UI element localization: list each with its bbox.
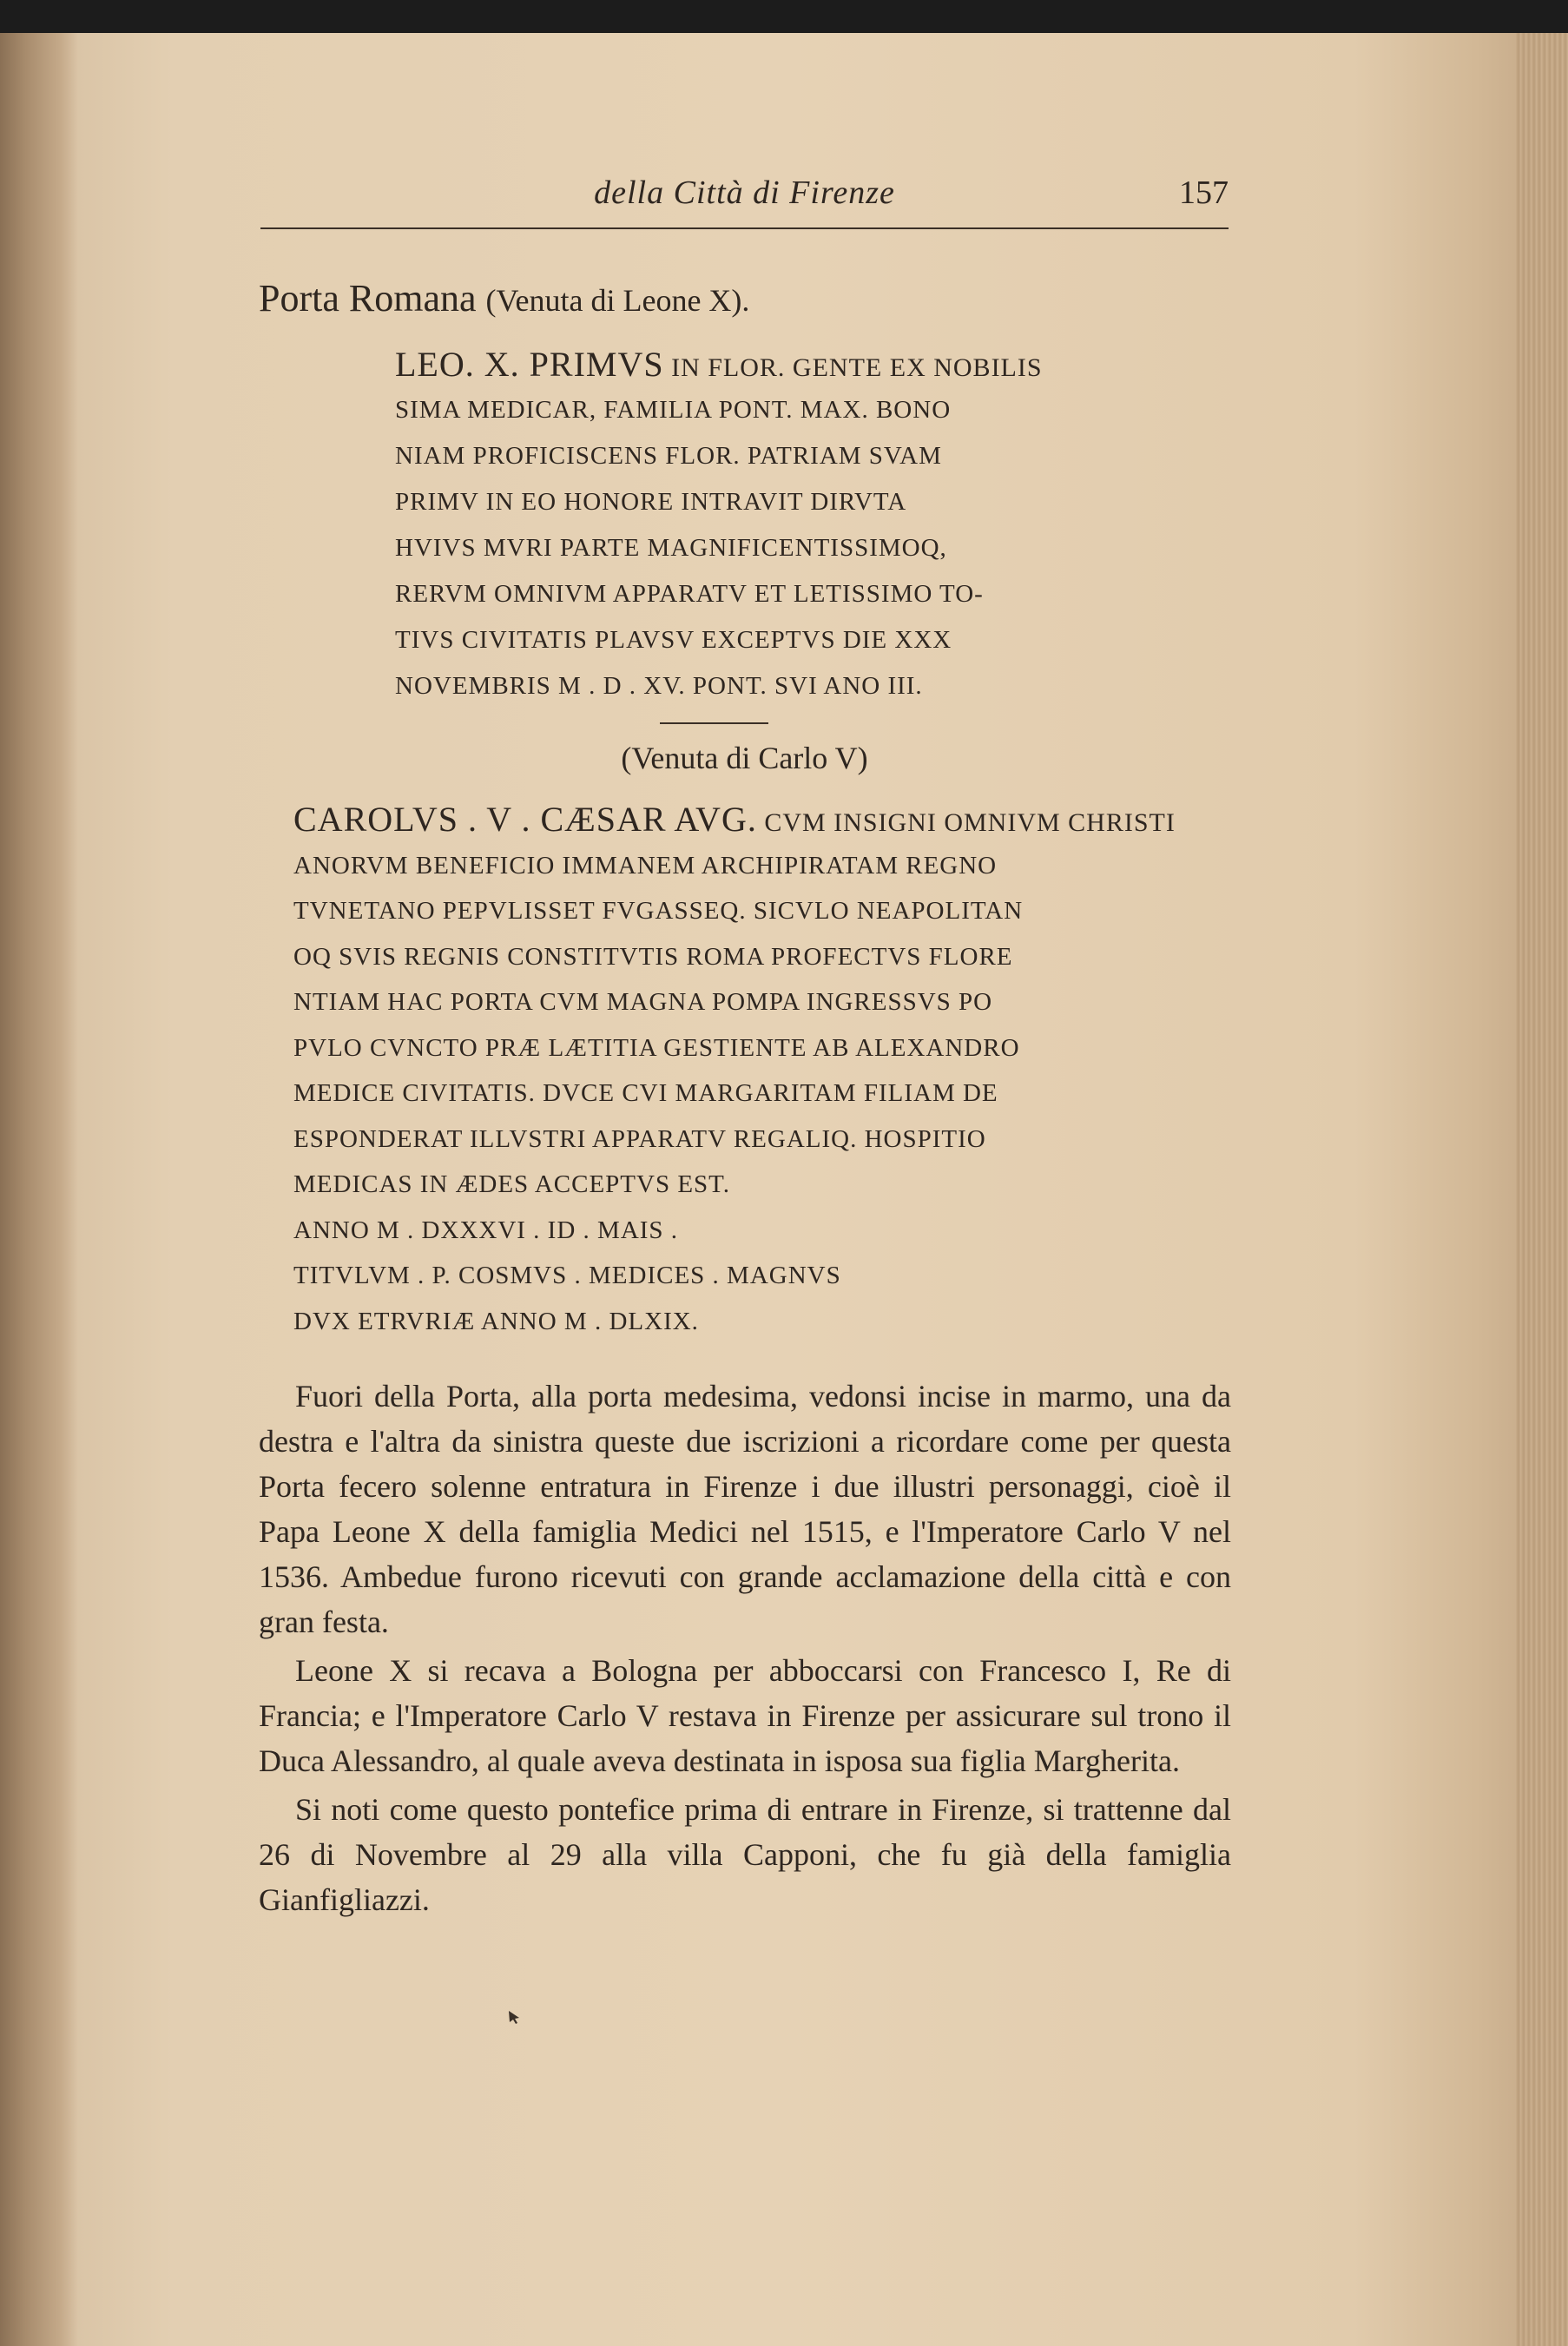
inscription-line: MEDICE CIVITATIS. DVCE CVI MARGARITAM FILIAM DE xyxy=(293,1079,998,1107)
paragraph: Fuori della Porta, alla porta medesima, vedonsi incise in marmo, una da destra e l'altra da sinistra queste due iscrizioni a ricordare come per questa Porta fecero solenne entratura in Firenze i due illustri personaggi, cioè il Papa Leone X della famiglia Medici nel 1515, e l'Imperatore Carlo V nel 1536. Ambedue furono ricevuti con grande acclamazione della città e con gran festa. xyxy=(259,1379,1231,1639)
inscription-line: NTIAM HAC PORTA CVM MAGNA POMPA INGRESSVS PO xyxy=(293,988,993,1016)
inscription-line: TVNETANO PEPVLISSET FVGASSEQ. SICVLO NEAPOLITAN xyxy=(293,897,1024,925)
subheading-carlo: (Venuta di Carlo V) xyxy=(621,741,868,775)
section-title-subtitle: (Venuta di Leone X). xyxy=(485,283,750,318)
inscription-line: TIVS CIVITATIS PLAVSV EXCEPTVS DIE XXX xyxy=(395,626,952,654)
section-divider xyxy=(660,722,768,724)
section-title xyxy=(259,276,749,320)
running-header xyxy=(260,174,1229,229)
paragraph: Leone X si recava a Bologna per abboccarsi con Francesco I, Re di Francia; e l'Imperatore Carlo V restava in Firenze per assicurare sul trono il Duca Alessandro, al quale aveva destinata in isposa sua figlia Margherita. xyxy=(259,1653,1231,1778)
inscription-carlo xyxy=(293,797,1176,1344)
section-title-main: Porta Romana xyxy=(259,277,477,320)
inscription-line: DVX ETRVRIÆ ANNO M . DLXIX. xyxy=(293,1307,699,1335)
inscription-line: ANNO M . DXXXVI . ID . MAIS . xyxy=(293,1216,679,1244)
inscription-line: TITVLVM . P. COSMVS . MEDICES . MAGNVS xyxy=(293,1262,841,1289)
body-text xyxy=(259,1374,1231,1926)
inscription-line: ANORVM BENEFICIO IMMANEM ARCHIPIRATAM REGNO xyxy=(293,851,998,880)
page-gutter-shadow xyxy=(0,33,78,2346)
inscription-line: HVIVS MVRI PARTE MAGNIFICENTISSIMOQ, xyxy=(395,534,947,562)
inscription-line: CAROLVS . V . CÆSAR AVG. CVM INSIGNI OMNIVM CHRISTI xyxy=(293,800,1176,839)
inscription-line: PVLO CVNCTO PRÆ LÆTITIA GESTIENTE AB ALEXANDRO xyxy=(293,1033,1020,1062)
inscription-line: OQ SVIS REGNIS CONSTITVTIS ROMA PROFECTVS FLORE xyxy=(293,942,1013,971)
inscription-line: MEDICAS IN ÆDES ACCEPTVS EST. xyxy=(293,1170,730,1198)
inscription-line: RERVM OMNIVM APPARATV ET LETISSIMO TO- xyxy=(395,580,984,608)
paragraph: Si noti come questo pontefice prima di entrare in Firenze, si trattenne dal 26 di Novembre al 29 alla villa Capponi, che fu già della famiglia Gianfigliazzi. xyxy=(259,1792,1231,1917)
inscription-line: ESPONDERAT ILLVSTRI APPARATV REGALIQ. HOSPITIO xyxy=(293,1124,986,1153)
inscription-leone xyxy=(395,341,1043,709)
running-title: della Città di Firenze xyxy=(594,175,895,211)
inscription-line: NIAM PROFICISCENS FLOR. PATRIAM SVAM xyxy=(395,442,942,470)
inscription-line: PRIMV IN EO HONORE INTRAVIT DIRVTA xyxy=(395,488,907,516)
inscription-line: LEO. X. PRIMVS IN FLOR. GENTE EX NOBILIS xyxy=(395,345,1043,384)
page-fore-edge xyxy=(1516,33,1568,2346)
inscription-line: NOVEMBRIS M . D . XV. PONT. SVI ANO III. xyxy=(395,672,923,700)
inscription-line: SIMA MEDICAR, FAMILIA PONT. MAX. BONO xyxy=(395,396,952,424)
ink-mark-icon xyxy=(508,2010,520,2024)
page-number: 157 xyxy=(1179,175,1229,211)
